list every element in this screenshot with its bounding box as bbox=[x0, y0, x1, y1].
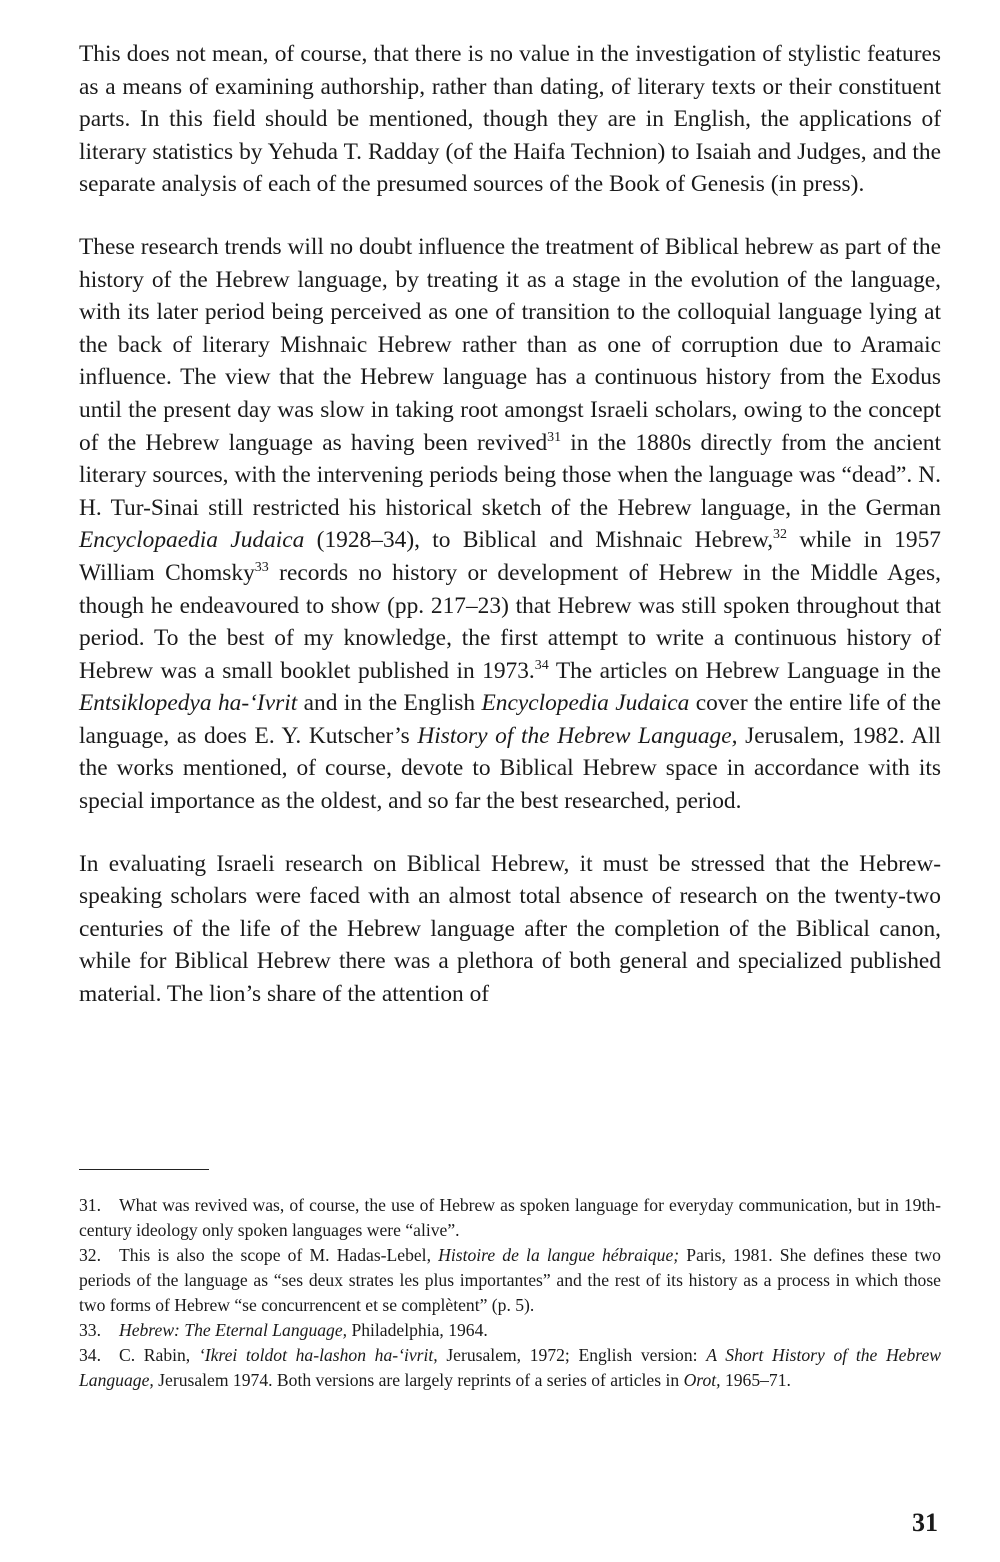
main-text bbox=[79, 38, 941, 1011]
footnotes bbox=[79, 1193, 941, 1393]
text-run: In evaluating Israeli research on Biblical Hebrew, it must be stressed that the Hebrew-speaking scholars were faced with an almost total absence of research on the twenty-two centuries of the life of the Hebrew language after the completion of the Biblical canon, while for Biblical Hebrew there was a plethora of both general and specialized published material. The lion’s share of the attention of bbox=[79, 850, 941, 1008]
footnote bbox=[79, 1343, 941, 1393]
text-run: C. Rabin, bbox=[119, 1345, 199, 1365]
italic-text: Encyclopedia Judaica bbox=[481, 690, 690, 717]
text-run: in the 1880s directly from the ancient literary sources, with the intervening periods being those when the language was “dead”. N. H. Tur-Sinai still restricted his historical sketch of the Hebrew language, in the German bbox=[79, 429, 941, 521]
italic-text: Orot, bbox=[683, 1370, 721, 1390]
text-run: This is also the scope of M. Hadas-Lebel, bbox=[119, 1245, 439, 1265]
text-run: (1928–34), to Biblical and Mishnaic Hebrew, bbox=[304, 527, 774, 554]
text-run: Philadelphia, 1964. bbox=[347, 1320, 488, 1340]
text-run: These research trends will no doubt influence the treatment of Biblical hebrew as part of the history of the Hebrew language, by treating it as a stage in the evolution of the language, with its later period being perceived as one of transition to the colloquial language lying at the back of literary Mishnaic Hebrew rather than as one of corruption due to Aramaic influence. The view that the Hebrew language has a continuous history from the Exodus until the present day was slow in taking root amongst Israeli scholars, owing to the concept of the Hebrew language as having been revived bbox=[79, 233, 941, 456]
footnote-ref: 31 bbox=[547, 429, 562, 445]
footnote-number: 31. bbox=[79, 1195, 101, 1215]
footnote bbox=[79, 1318, 941, 1343]
text-run: and in the English bbox=[297, 690, 482, 717]
footnote-ref: 33 bbox=[254, 560, 269, 576]
italic-text: A Short History of the Hebrew Language, bbox=[79, 1345, 942, 1390]
text-run: records no history or development of Hebrew in the Middle Ages, though he endeavoured to show (pp. 217–23) that Hebrew was still spoken throughout that period. To the best of my knowledge, the first attempt to write a continuous history of Hebrew was a small booklet published in 1973. bbox=[79, 559, 941, 684]
text-run: What was revived was, of course, the use of Hebrew as spoken language for everyday communication, but in 19th-century ideology only spoken languages were “alive”. bbox=[79, 1195, 941, 1240]
footnote bbox=[79, 1243, 941, 1318]
text-run: Jerusalem, 1972; English version: bbox=[437, 1345, 707, 1365]
italic-text: Hebrew: The Eternal Language, bbox=[119, 1320, 348, 1340]
paragraph bbox=[79, 38, 941, 201]
italic-text: Entsiklopedya ha-‘Ivrit bbox=[79, 690, 298, 717]
page-number: 31 bbox=[912, 1508, 938, 1537]
footnote-number: 32. bbox=[79, 1245, 101, 1265]
text-run: 1965–71. bbox=[720, 1370, 791, 1390]
italic-text: Histoire de la langue hébraique; bbox=[438, 1245, 680, 1265]
text-run: Jerusalem 1974. Both versions are largely reprints of a series of articles in bbox=[153, 1370, 684, 1390]
footnote-ref: 34 bbox=[534, 657, 549, 673]
footnote-number: 33. bbox=[79, 1320, 101, 1340]
text-run: Jerusalem, 1982. All the works mentioned, of course, devote to Biblical Hebrew space in accordance with its special importance as the oldest, and so far the best researched, period. bbox=[79, 722, 941, 815]
paragraph bbox=[79, 848, 941, 1011]
footnote-divider bbox=[79, 1169, 209, 1170]
text-run: This does not mean, of course, that there is no value in the investigation of stylistic features as a means of examining authorship, rather than dating, of literary texts or their constituent parts. In this field should be mentioned, though they are in English, the applications of literary statistics by Yehuda T. Radday (of the Haifa Technion) to Isaiah and Judges, and the separate analysis of each of the presumed sources of the Book of Genesis (in press). bbox=[79, 41, 941, 198]
paragraph bbox=[79, 231, 941, 818]
footnote bbox=[79, 1193, 941, 1243]
text-run: The articles on Hebrew Language in the bbox=[548, 657, 941, 684]
italic-text: Encyclopaedia Judaica bbox=[79, 527, 305, 554]
italic-text: ‘Ikrei toldot ha-lashon ha-‘ivrit, bbox=[198, 1345, 438, 1365]
text-run: Paris, 1981. She defines these two periods of the language as “ses deux strates les plus importantes” and the rest of its history as a process in which those two forms of Hebrew “se concurrencent et se complètent” (p. 5). bbox=[79, 1245, 941, 1315]
italic-text: History of the Hebrew Language, bbox=[417, 722, 738, 749]
text-run: while in 1957 William Chomsky bbox=[79, 527, 941, 586]
text-run: cover the entire life of the language, as does E. Y. Kutscher’s bbox=[79, 690, 941, 749]
footnote-number: 34. bbox=[79, 1345, 101, 1365]
footnote-ref: 32 bbox=[773, 527, 788, 543]
